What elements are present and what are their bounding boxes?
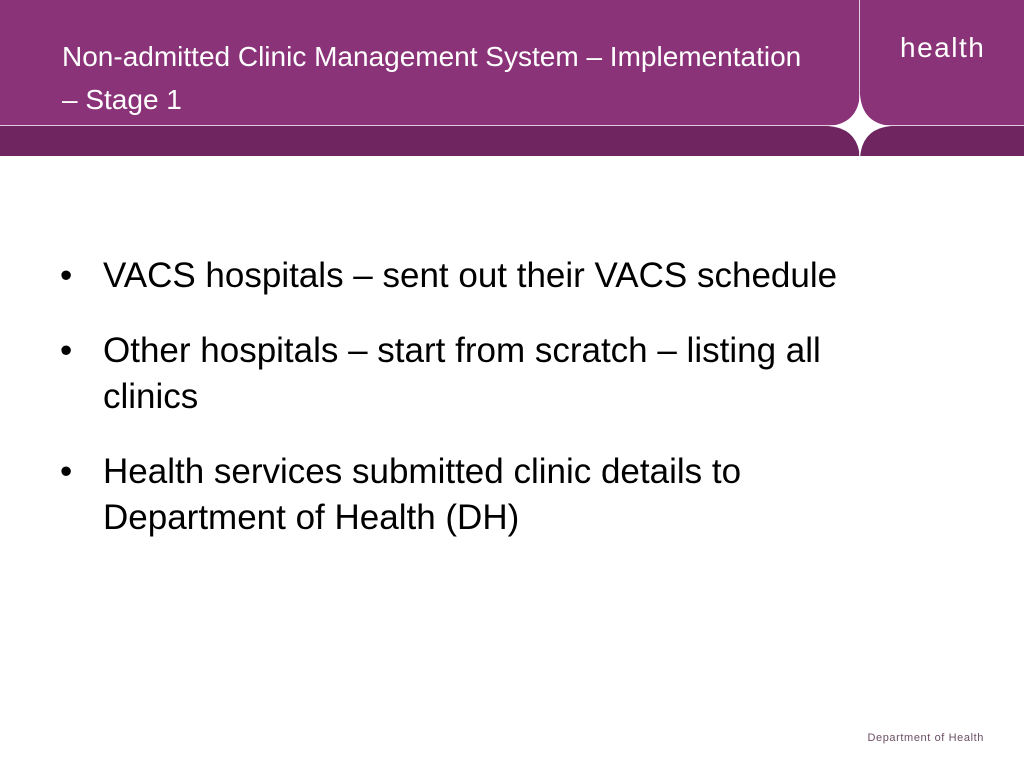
bullet-list <box>60 253 890 570</box>
brand-logo-text: health <box>900 32 986 63</box>
bullet-text: Other hospitals – start from scratch – listing all clinics <box>103 331 821 416</box>
bullet-text: VACS hospitals – sent out their VACS schedule <box>103 256 838 295</box>
bullet-marker: • <box>60 452 73 491</box>
slide-title: Non-admitted Clinic Management System – Implementation – Stage 1 <box>62 41 802 115</box>
bullet-text: Health services submitted clinic details to Department of Health (DH) <box>103 452 742 537</box>
bullet-item <box>60 449 890 541</box>
footer-department-label: Department of Health <box>867 732 984 744</box>
bullet-item <box>60 328 890 420</box>
bullet-marker: • <box>60 256 73 295</box>
bullet-marker: • <box>60 331 73 370</box>
star-sparkle-icon <box>828 94 892 158</box>
bullet-item <box>60 253 890 299</box>
